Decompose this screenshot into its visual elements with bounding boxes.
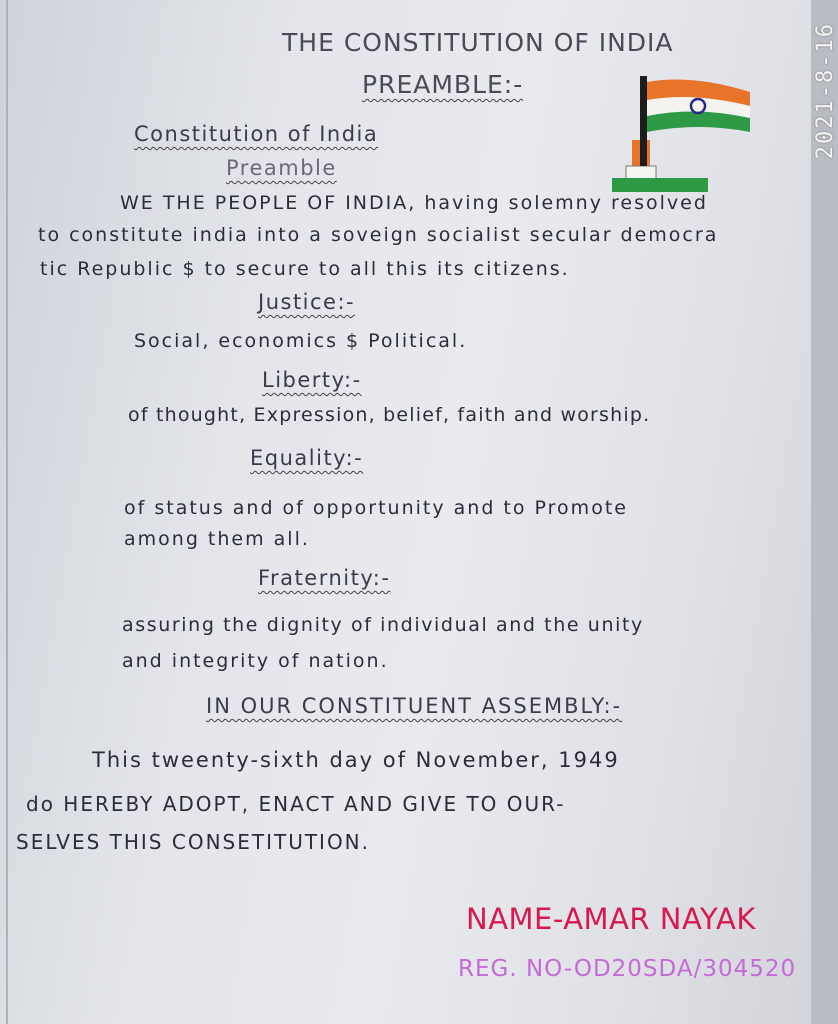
liberty-label: Liberty:- — [262, 368, 362, 392]
flag-base-middle — [626, 166, 656, 180]
paragraph-line-3: tic Republic $ to secure to all this its citizens. — [40, 258, 570, 280]
document-title: THE CONSTITUTION OF INDIA — [282, 28, 674, 57]
closing-line-3: SELVES THIS CONSETITUTION. — [16, 830, 371, 854]
justice-label: Justice:- — [258, 290, 356, 314]
closing-line-1: This tweenty-sixth day of November, 1949 — [92, 748, 620, 772]
page-edge — [6, 0, 8, 1024]
fraternity-label: Fraternity:- — [258, 566, 391, 590]
section-heading: Constitution of India — [134, 122, 379, 146]
paragraph-line-1: WE THE PEOPLE OF INDIA, having solemny resolved — [120, 192, 708, 214]
closing-line-2: do HEREBY ADOPT, ENACT AND GIVE TO OUR- — [26, 792, 566, 816]
section-subheading: Preamble — [226, 156, 337, 180]
paragraph-line-2: to constitute india into a soveign socialist secular democra — [38, 224, 719, 246]
equality-line-2: among them all. — [124, 528, 310, 550]
photo-timestamp: 2021-8-16 — [813, 22, 838, 160]
justice-text: Social, economics $ Political. — [134, 330, 468, 352]
student-name: NAME-AMAR NAYAK — [466, 902, 756, 936]
equality-line-1: of status and of opportunity and to Promote — [124, 497, 628, 519]
equality-label: Equality:- — [250, 446, 364, 470]
liberty-text: of thought, Expression, belief, faith and worship. — [128, 404, 651, 426]
document-subtitle: PREAMBLE:- — [362, 70, 524, 99]
registration-number: REG. NO-OD20SDA/304520 — [458, 956, 797, 982]
flag-pole — [640, 76, 647, 166]
flag-base-bottom — [612, 178, 708, 192]
fraternity-line-1: assuring the dignity of individual and the unity — [122, 614, 644, 636]
assembly-heading: IN OUR CONSTITUENT ASSEMBLY:- — [206, 694, 623, 718]
fraternity-line-2: and integrity of nation. — [122, 650, 389, 672]
indian-flag-drawing — [612, 70, 762, 200]
